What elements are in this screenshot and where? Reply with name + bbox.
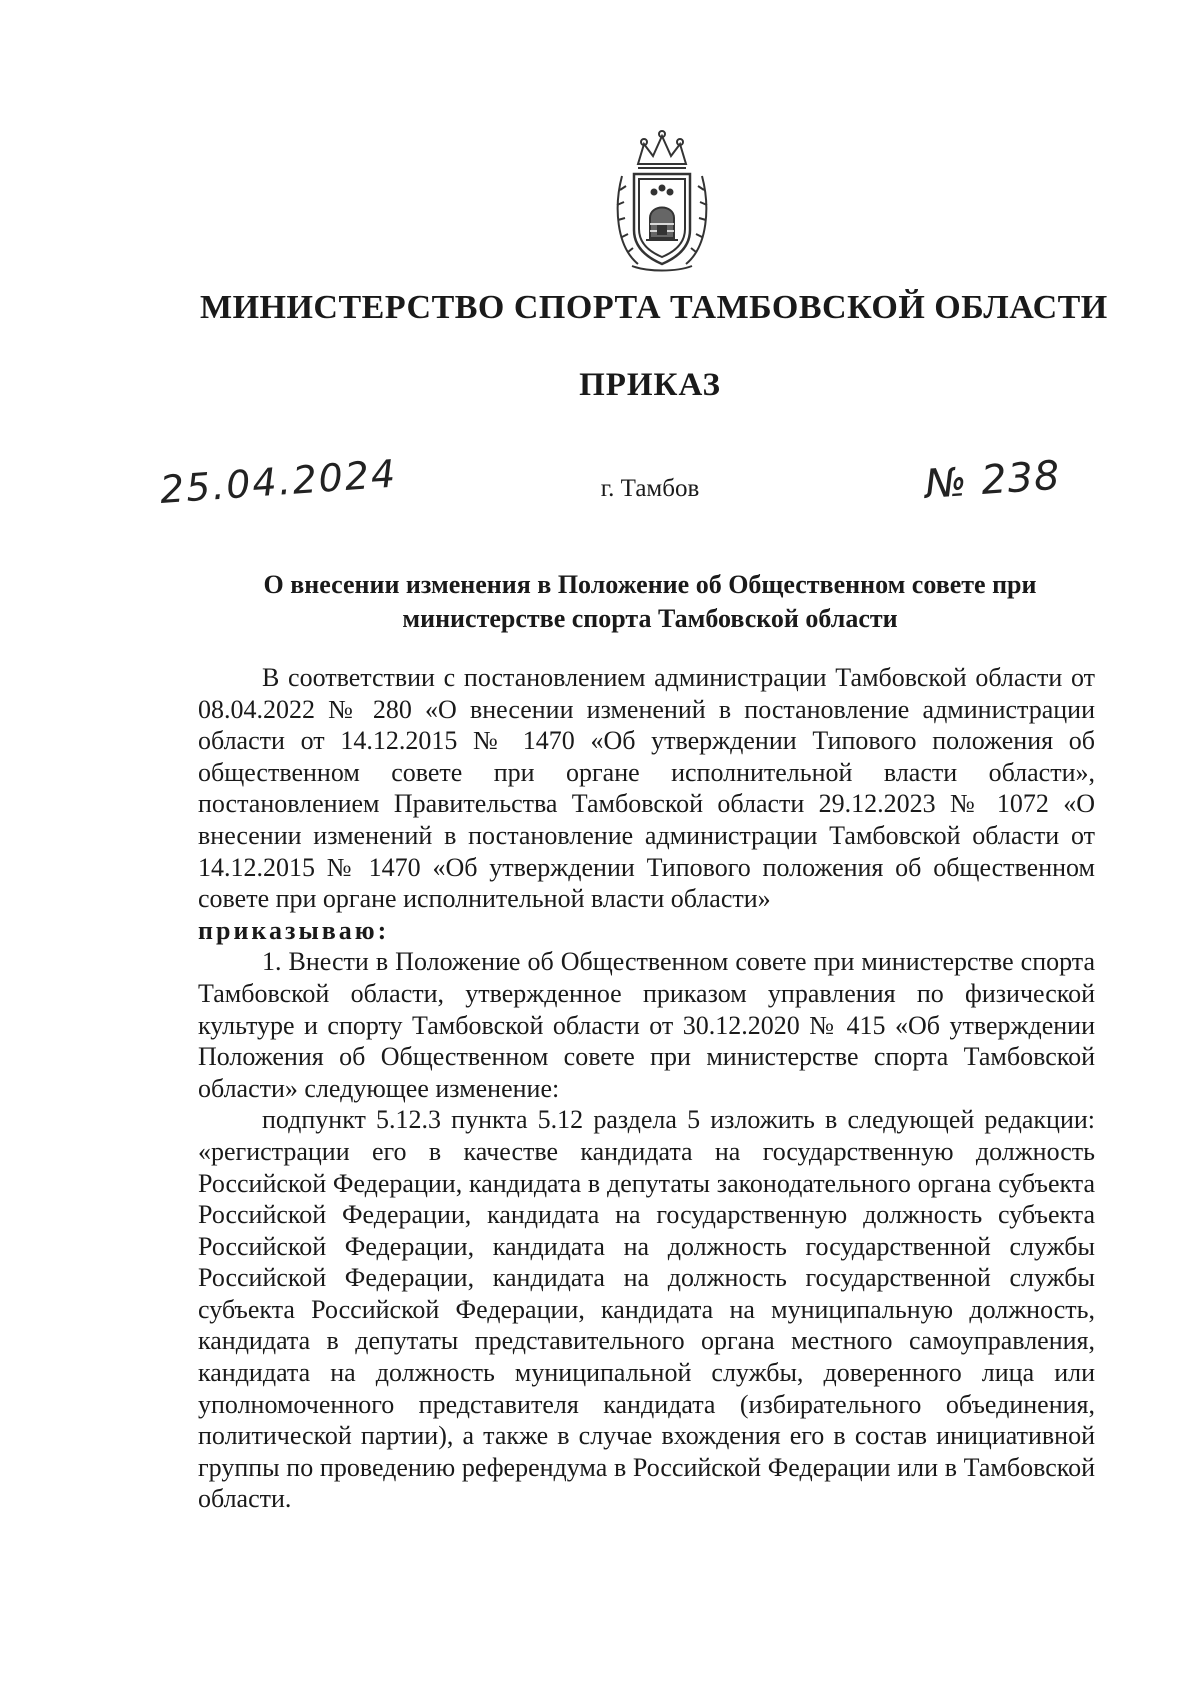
city: г. Тамбов (600, 475, 700, 502)
document-subject (200, 568, 1100, 636)
order-word: приказываю: (198, 915, 390, 945)
item-2-paragraph: подпункт 5.12.3 пункта 5.12 раздела 5 изложить в следующей редакции: «регистрации его в качестве кандидата на государственную должность Российской Федерации, кандидата в депутаты законодательного органа субъекта Российской Федерации, кандидата на государственную должность субъекта Российской Федерации, кандидата на должность государственной службы Российской Федерации, кандидата на должность государственной службы субъекта Российской Федерации, кандидата на муниципальную должность, кандидата в депутаты представительного органа местного самоуправления, кандидата на должность муниципальной службы, доверенного лица или уполномоченного представителя кандидата (избирательного объединения, политической партии), а также в случае вхождения его в состав инициативной группы по проведению референдума в Российской Федерации или в Тамбовской области. (198, 1105, 1095, 1514)
document-type: ПРИКАЗ (579, 367, 721, 403)
document-body (198, 662, 1095, 1515)
coat-of-arms-icon (608, 126, 716, 276)
preamble-paragraph: В соответствии с постановлением администрации Тамбовской области от 08.04.2022 № 280 «О внесении изменений в постановление администрации области от 14.12.2015 № 1470 «Об утверждении Типового положения об общественном совете при органе исполнительной власти области», постановлением Правительства Тамбовской области 29.12.2023 № 1072 «О внесении изменений в постановление администрации Тамбовской области от 14.12.2015 № 1470 «Об утверждении Типового положения об общественном совете при органе исполнительной власти области» (198, 663, 1095, 914)
subject-line-2: министерстве спорта Тамбовской области (402, 604, 898, 633)
item-1-paragraph: 1. Внести в Положение об Общественном совете при министерстве спорта Тамбовской области, утвержденное приказом управления по физической культуре и спорту Тамбовской области от 30.12.2020 № 415 «Об утверждении Положения об Общественном совете при министерстве спорта Тамбовской области» следующее изменение: (198, 947, 1095, 1103)
handwritten-date: 25.04.2024 (158, 451, 399, 512)
handwritten-number: № 238 (923, 452, 1062, 508)
subject-line-1: О внесении изменения в Положение об Общественном совете при (263, 570, 1037, 599)
ministry-name: МИНИСТЕРСТВО СПОРТА ТАМБОВСКОЙ ОБЛАСТИ (200, 289, 1108, 326)
